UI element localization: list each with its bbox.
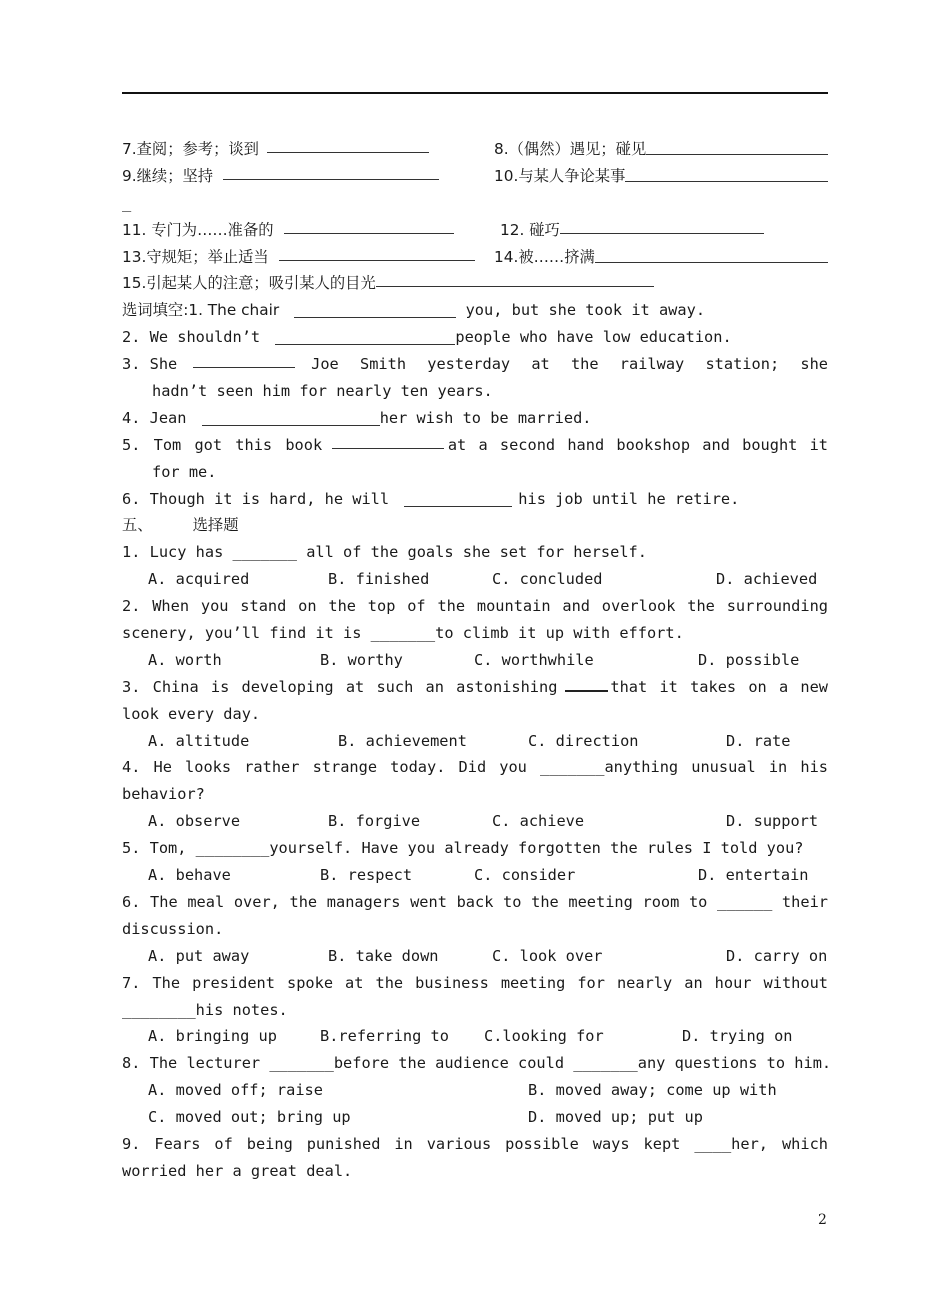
question-stem-cont: discussion. — [122, 919, 224, 938]
question-options — [122, 1077, 828, 1104]
option[interactable]: C. direction — [528, 731, 639, 750]
vocab-14: 14.被……挤满 — [494, 247, 595, 266]
question-stem-cont: worried her a great deal. — [122, 1161, 353, 1180]
vocab-11: 11. 专门为……准备的 — [122, 220, 274, 239]
question-stem: 4. He looks rather strange today. Did you _______anything unusual in his — [122, 758, 828, 777]
option[interactable]: A. acquired — [148, 570, 250, 589]
answer-blank[interactable] — [376, 270, 654, 287]
answer-blank[interactable] — [202, 409, 380, 426]
option[interactable]: C.looking for — [484, 1027, 604, 1046]
answer-blank[interactable] — [267, 136, 429, 153]
option[interactable]: A. bringing up — [148, 1027, 277, 1046]
question-stem: 2. When you stand on the top of the mountain and overlook the surrounding — [122, 597, 828, 616]
vocab-7: 7.查阅；参考；谈到 — [122, 140, 259, 158]
answer-blank[interactable] — [193, 351, 295, 368]
question-stem: 9. Fears of being punished in various possible ways kept ____her, which — [122, 1134, 828, 1153]
question-options — [122, 647, 828, 674]
option[interactable]: B.referring to — [320, 1027, 449, 1046]
answer-blank[interactable] — [223, 163, 439, 180]
fill-item-2: 2. We shouldn’t people who have low education. — [122, 328, 732, 347]
fill-item-5: 5. Tom got this book at a second hand bookshop and bought it — [122, 432, 828, 459]
option[interactable]: D. possible — [698, 650, 800, 669]
option[interactable]: D. support — [726, 812, 819, 831]
question-stem-cont: ________his notes. — [122, 1000, 288, 1019]
page-number: 2 — [818, 1212, 827, 1228]
option[interactable]: A. altitude — [148, 731, 250, 750]
option[interactable]: B. finished — [328, 570, 430, 589]
option[interactable]: D. moved up; put up — [528, 1108, 703, 1127]
vocab-13: 13.守规矩；举止适当 — [122, 247, 269, 266]
vocab-row — [122, 244, 828, 271]
vocab-overflow: _ — [122, 193, 132, 212]
answer-blank[interactable] — [646, 138, 828, 155]
option[interactable]: A. behave — [148, 866, 231, 885]
question-stem: 6. The meal over, the managers went back to the meeting room to ______ their — [122, 892, 828, 911]
fill-item-4: 4. Jean her wish to be married. — [122, 408, 592, 427]
option[interactable]: D. carry on — [726, 946, 828, 965]
fill-item-3-cont: hadn’t seen him for nearly ten years. — [152, 382, 493, 401]
vocab-8: 8.（偶然）遇见；碰见 — [494, 140, 647, 158]
answer-blank[interactable] — [565, 674, 608, 692]
question-stem-cont: behavior? — [122, 785, 205, 804]
option[interactable]: A. moved off; raise — [148, 1081, 323, 1100]
question-options — [122, 943, 828, 970]
option[interactable]: D. achieved — [716, 570, 818, 589]
answer-blank[interactable] — [560, 217, 764, 234]
option[interactable]: C. concluded — [492, 570, 603, 589]
question-options — [122, 808, 828, 835]
option[interactable]: B. take down — [328, 946, 439, 965]
section-heading: 五、 选择题 — [122, 516, 239, 535]
question-stem-cont: scenery, you’ll find it is _______to climb it up with effort. — [122, 624, 684, 643]
option[interactable]: D. entertain — [698, 866, 809, 885]
vocab-15: 15.引起某人的注意；吸引某人的目光 — [122, 274, 376, 293]
vocab-10: 10.与某人争论某事 — [494, 166, 626, 185]
vocab-row — [122, 136, 828, 163]
vocab-row — [122, 217, 828, 244]
question-stem: 1. Lucy has _______ all of the goals she set for herself. — [122, 543, 647, 562]
question-stem: 7. The president spoke at the business meeting for nearly an hour without — [122, 973, 828, 992]
answer-blank[interactable] — [595, 246, 828, 263]
answer-blank[interactable] — [404, 490, 512, 507]
fill-item-1: 选词填空:1. The chair you, but she took it away. — [122, 301, 706, 320]
question-options — [122, 728, 828, 755]
vocab-9: 9.继续；坚持 — [122, 166, 214, 185]
answer-blank[interactable] — [275, 328, 455, 345]
option[interactable]: B. achievement — [338, 731, 467, 750]
question-options — [122, 862, 828, 889]
vocab-row — [122, 163, 828, 190]
option[interactable]: B. forgive — [328, 812, 421, 831]
answer-blank[interactable] — [284, 217, 454, 234]
question-stem-cont: look every day. — [122, 704, 261, 723]
option[interactable]: C. look over — [492, 946, 603, 965]
answer-blank[interactable] — [279, 244, 475, 261]
fill-item-6: 6. Though it is hard, he will his job until he retire. — [122, 489, 740, 508]
question-stem: 8. The lecturer _______before the audience could _______any questions to him. — [122, 1054, 832, 1073]
vocab-row — [122, 270, 828, 297]
vocab-12: 12. 碰巧 — [500, 220, 560, 239]
question-stem: 5. Tom, ________yourself. Have you already forgotten the rules I told you? — [122, 839, 804, 858]
option[interactable]: B. worthy — [320, 650, 403, 669]
question-options — [122, 1023, 828, 1050]
answer-blank[interactable] — [294, 301, 456, 318]
fill-header: 选词填空:1. The chair — [122, 301, 280, 320]
option[interactable]: C. consider — [474, 866, 576, 885]
fill-item-3: 3. She Joe Smith yesterday at the railway station; she — [122, 351, 828, 378]
fill-item-5-cont: for me. — [152, 462, 217, 481]
worksheet-content — [122, 136, 832, 1185]
option[interactable]: C. worthwhile — [474, 650, 594, 669]
option[interactable]: D. rate — [726, 731, 791, 750]
answer-blank[interactable] — [332, 432, 444, 449]
option[interactable]: B. moved away; come up with — [528, 1081, 777, 1100]
option[interactable]: A. observe — [148, 812, 241, 831]
option[interactable]: C. moved out; bring up — [148, 1108, 351, 1127]
option[interactable]: C. achieve — [492, 812, 585, 831]
option[interactable]: D. trying on — [682, 1027, 793, 1046]
header-rule — [122, 92, 828, 94]
question-options — [122, 566, 828, 593]
option[interactable]: A. worth — [148, 650, 222, 669]
option[interactable]: A. put away — [148, 946, 250, 965]
question-options — [122, 1104, 828, 1131]
question-stem: 3. China is developing at such an astonishing that it takes on a new — [122, 674, 828, 701]
option[interactable]: B. respect — [320, 866, 413, 885]
answer-blank[interactable] — [625, 165, 828, 182]
